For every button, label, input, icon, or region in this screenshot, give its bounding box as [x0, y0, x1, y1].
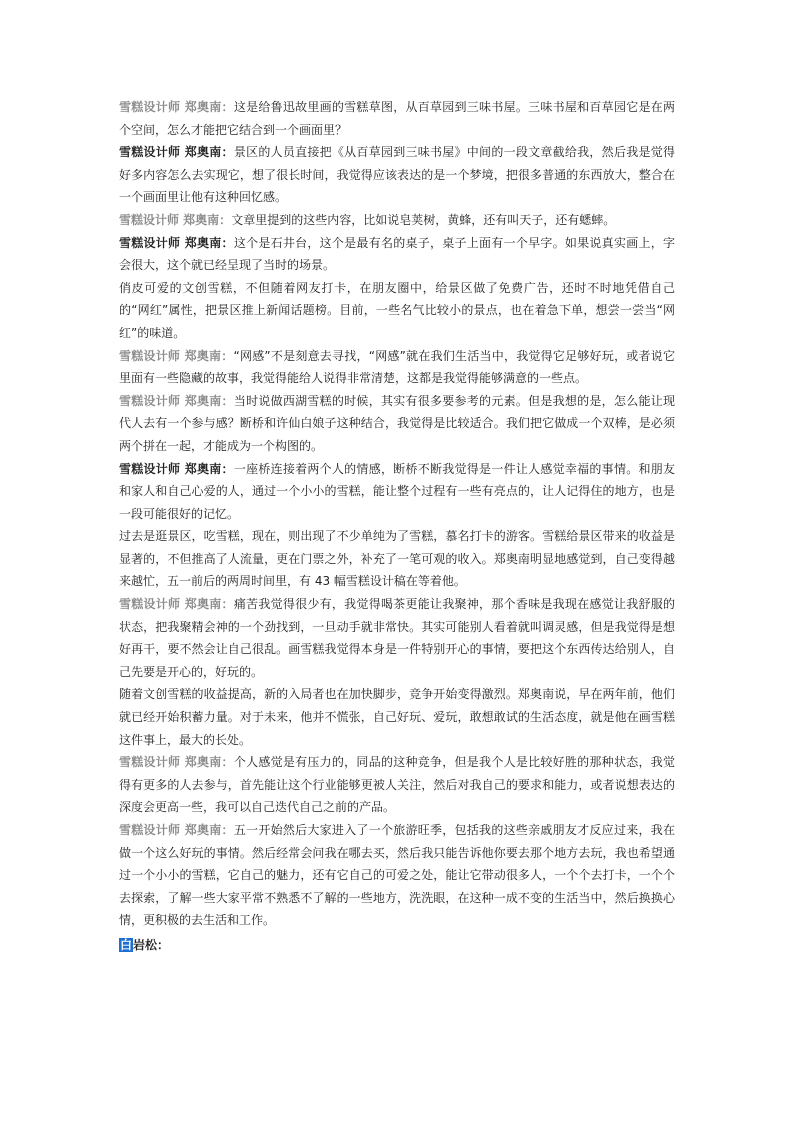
paragraph-text: 随着文创雪糕的收益提高，新的入局者也在加快脚步，竞争开始变得激烈。郑奥南说，早在两年前，他们就已经开始积蓄力量。对于未来，他并不慌张，自己好玩、爱玩，敢想敢试的生活态度，就是他在画雪糕这件事上，最大的长处。	[119, 687, 675, 747]
speaker-quote-paragraph	[119, 345, 675, 390]
document-body	[119, 96, 675, 968]
paragraph-text: 当时说做西湖雪糕的时候，其实有很多要参考的元素。但是我想的是，怎么能让现代人去有一个参与感？断桥和许仙白娘子这种结合，我觉得是比较适合。我们把它做成一个双棒，是必须两个拼在一起，才能成为一个构图的。	[119, 393, 675, 453]
speaker-quote-paragraph	[119, 390, 675, 458]
paragraph-text: 一座桥连接着两个人的情感，断桥不断我觉得是一件让人感觉幸福的事情。和朋友和家人和自己心爱的人，通过一个小小的雪糕，能让整个过程有一些有亮点的，让人记得住的地方，也是一段可能很好的记忆。	[119, 461, 675, 521]
speaker-quote-paragraph	[119, 96, 675, 141]
narration-paragraph	[119, 683, 675, 751]
paragraph-text: 这个是石井台，这个是最有名的桌子，桌子上面有一个早字。如果说真实画上，字会很大，这个就已经呈现了当时的场景。	[119, 235, 675, 273]
speaker-label: 雪糕设计师 郑奥南：	[119, 235, 234, 250]
paragraph-text: 文章里提到的这些内容，比如说皂荚树，黄蜂，还有叫天子，还有蟋蟀。	[231, 212, 616, 227]
speaker-quote-paragraph	[119, 593, 675, 683]
speaker-label: 雪糕设计师 郑奥南：	[119, 100, 234, 114]
speaker-quote-paragraph	[119, 232, 675, 277]
paragraph-text: 五一开始然后大家进入了一个旅游旺季，包括我的这些亲戚朋友才反应过来，我在做一个这么好玩的事情。然后经常会问我在哪去买，然后我只能告诉他你要去那个地方去玩，我也希望通过一个小小的雪糕，它自己的魅力，还有它自己的可爱之处，能让它带动很多人，一个个去打卡，一个个去探索，了解一些大家平常不熟悉不了解的一些地方，洗洗眼，在这种一成不变的生活当中，然后换换心情，更积极的去生活和工作。	[119, 823, 675, 928]
speaker-label: 雪糕设计师 郑奥南：	[119, 145, 234, 160]
speaker-quote-paragraph	[119, 751, 675, 819]
speaker-label: 雪糕设计师 郑奥南：	[119, 755, 234, 770]
speaker-label: 雪糕设计师 郑奥南：	[119, 823, 234, 837]
paragraph-text: 这是给鲁迅故里画的雪糕草图，从百草园到三味书屋。三味书屋和百草园它是在两个空间，怎么才能把它结合到一个画面里？	[119, 100, 675, 137]
paragraph-text: “网感”不是刻意去寻找，“网感”就在我们生活当中，我觉得它足够好玩，或者说它里面有一些隐藏的故事，我觉得能给人说得非常清楚，这都是我觉得能够满意的一些点。	[119, 348, 675, 386]
narration-paragraph	[119, 277, 675, 345]
closing-speaker-label	[119, 934, 675, 956]
paragraph-text: 景区的人员直接把《从百草园到三味书屋》中间的一段文章截给我，然后我是觉得好多内容怎么去实现它，想了很长时间，我觉得应该表达的是一个梦境，把很多普通的东西放大，整合在一个画面里让他有这种回忆感。	[119, 145, 675, 205]
paragraph-text: 俏皮可爱的文创雪糕，不但随着网友打卡，在朋友圈中，给景区做了免费广告，还时不时地凭借自己的“网红”属性，把景区推上新闻话题榜。目前，一些名气比较小的景点，也在着急下单，想尝一尝当“网红”的味道。	[119, 280, 675, 340]
paragraph-text: 个人感觉是有压力的，同品的这种竞争，但是我个人是比较好胜的那种状态，我觉得有更多的人去参与，首先能让这个行业能够更被人关注，然后对我自己的要求和能力，或者说想表达的深度会更高一些，我可以自己迭代自己之前的产品。	[119, 755, 675, 815]
speaker-quote-paragraph	[119, 819, 675, 932]
speaker-quote-paragraph	[119, 458, 675, 526]
speaker-label: 雪糕设计师 郑奥南：	[119, 461, 234, 476]
speaker-quote-paragraph	[119, 209, 675, 232]
highlighted-character: 白	[120, 937, 133, 952]
closing-speaker-rest: 岩松：	[133, 937, 170, 952]
speaker-label: 雪糕设计师 郑奥南：	[119, 393, 234, 408]
speaker-label: 雪糕设计师 郑奥南：	[119, 597, 234, 612]
speaker-label: 雪糕设计师 郑奥南：	[119, 348, 234, 363]
speaker-label: 雪糕设计师 郑奥南：	[119, 212, 232, 227]
narration-paragraph	[119, 525, 675, 593]
paragraph-text: 痛苦我觉得很少有，我觉得喝茶更能让我聚神，那个香味是我现在感觉让我舒服的状态，把我聚精会神的一个劲找到，一旦动手就非常快。其实可能别人看着就叫调灵感，但是我觉得是想好再干，要不然会让自己很乱。画雪糕我觉得本身是一件特别开心的事情，要把这个东西传达给别人，自己先要是开心的，好玩的。	[119, 597, 675, 679]
speaker-quote-paragraph	[119, 141, 675, 209]
paragraph-text: 过去是逛景区，吃雪糕，现在，则出现了不少单纯为了雪糕，慕名打卡的游客。雪糕给景区带来的收益是显著的，不但推高了人流量，更在门票之外，补充了一笔可观的收入。郑奥南明显地感觉到，自己变得越来越忙，五一前后的两周时间里，有 43 幅雪糕设计稿在等着他。	[119, 529, 675, 589]
